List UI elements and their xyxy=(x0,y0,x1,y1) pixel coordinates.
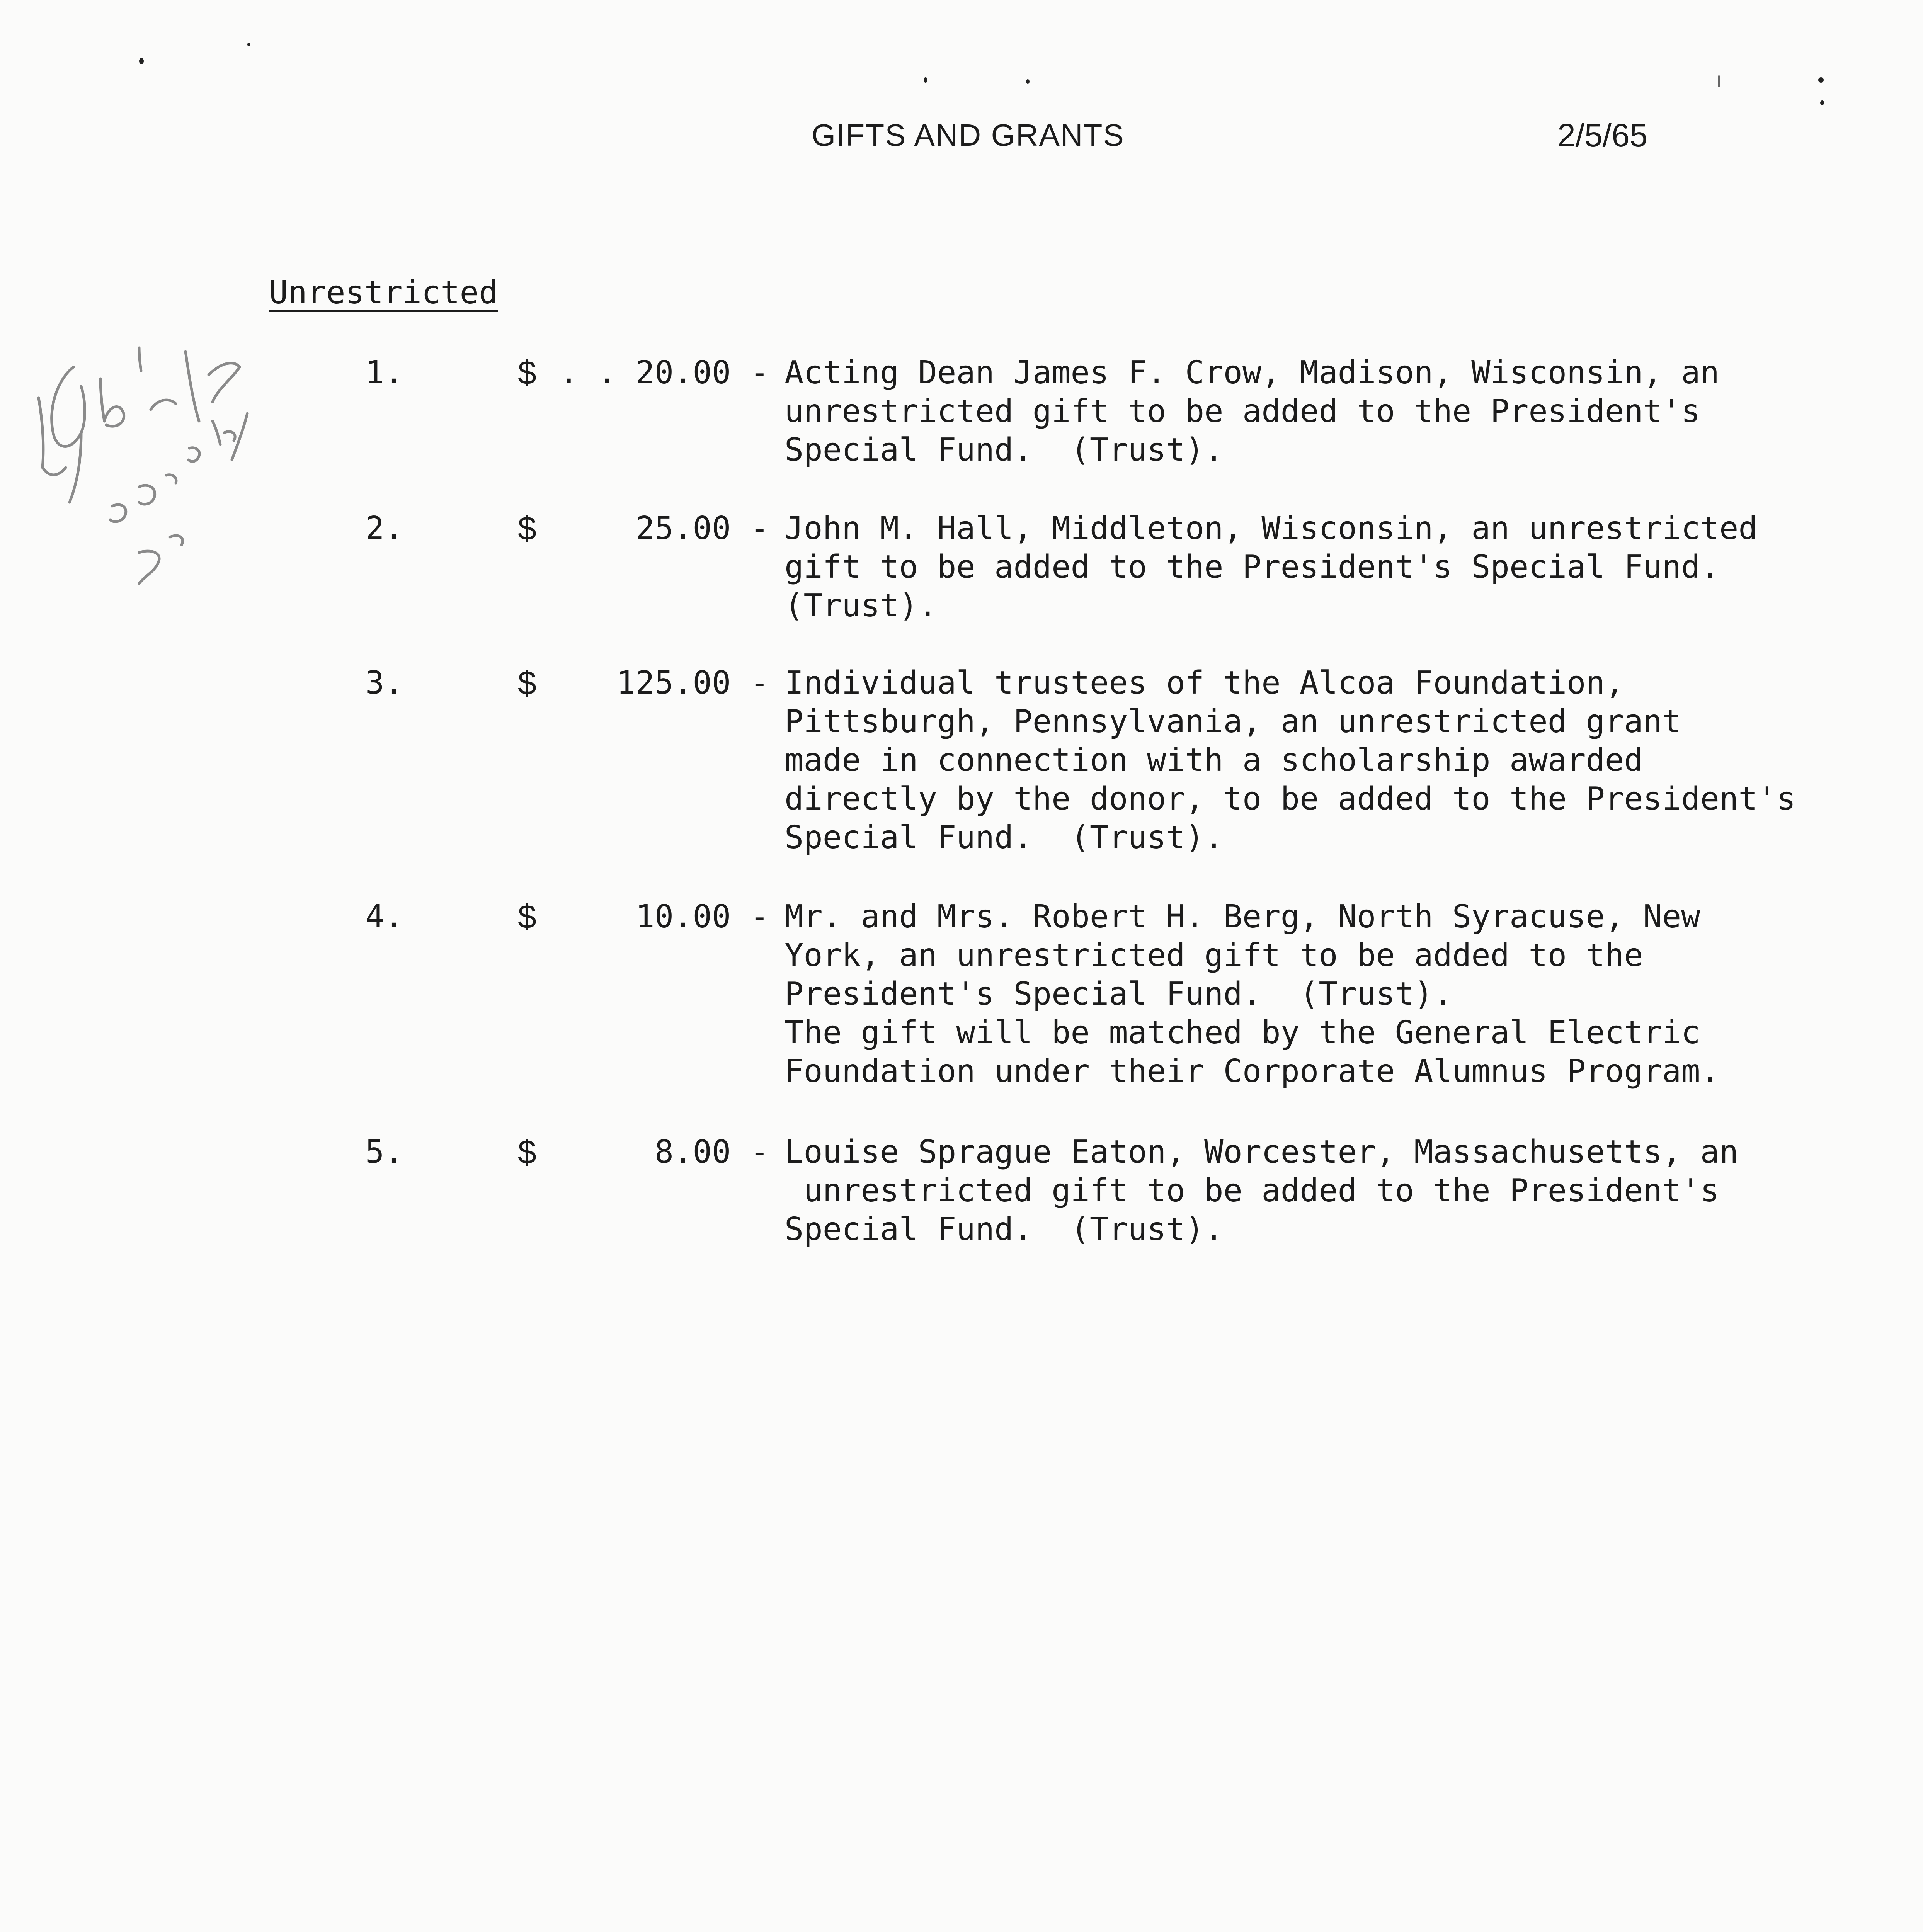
description-line: unrestricted gift to be added to the President's xyxy=(785,393,1700,430)
entry-amount: 125.00 - xyxy=(616,665,769,701)
description-line: Foundation under their Corporate Alumnus Program. xyxy=(785,1053,1720,1090)
entry-description xyxy=(785,509,1828,625)
scan-speck xyxy=(247,43,250,46)
gift-entry xyxy=(0,898,1923,1099)
gift-entry xyxy=(0,1133,1923,1257)
description-line: Pittsburgh, Pennsylvania, an unrestricted grant xyxy=(785,703,1681,740)
scan-speck xyxy=(1026,79,1030,84)
section-heading: Unrestricted xyxy=(269,274,498,311)
entry-description xyxy=(785,1133,1828,1249)
entry-amount: 8.00 - xyxy=(654,1134,769,1170)
description-line: The gift will be matched by the General Electric xyxy=(785,1014,1700,1051)
description-line: made in connection with a scholarship awarded xyxy=(785,742,1643,779)
scan-speck xyxy=(1820,100,1824,105)
document-date: 2/5/65 xyxy=(1557,117,1648,153)
entry-description xyxy=(785,898,1828,1091)
handwritten-annotation xyxy=(23,321,294,614)
scan-speck xyxy=(924,77,927,83)
currency-symbol: $ xyxy=(518,510,536,547)
entry-number: 5. xyxy=(365,1134,403,1170)
description-line: gift to be added to the President's Special Fund. xyxy=(785,549,1720,585)
entry-number: 2. xyxy=(365,510,403,547)
description-line: Mr. and Mrs. Robert H. Berg, North Syracuse, New xyxy=(785,898,1700,935)
currency-symbol: $ xyxy=(518,354,536,391)
entry-number: 3. xyxy=(365,665,403,701)
description-line: directly by the donor, to be added to the President's xyxy=(785,781,1796,817)
currency-symbol: $ xyxy=(518,665,536,702)
scan-speck xyxy=(1718,75,1720,87)
entry-amount: 10.00 - xyxy=(635,898,769,935)
description-line: Special Fund. (Trust). xyxy=(785,432,1224,468)
description-line: Special Fund. (Trust). xyxy=(785,819,1224,856)
scan-speck xyxy=(1818,77,1824,83)
scan-speck xyxy=(139,58,144,64)
description-line: Acting Dean James F. Crow, Madison, Wisconsin, an xyxy=(785,354,1720,391)
entry-number: 1. xyxy=(365,354,403,391)
description-line: Individual trustees of the Alcoa Foundation, xyxy=(785,665,1624,701)
currency-symbol: $ xyxy=(518,1134,536,1171)
entry-amount: 25.00 - xyxy=(635,510,769,547)
description-line: Special Fund. (Trust). xyxy=(785,1211,1224,1248)
description-line: unrestricted gift to be added to the President's xyxy=(785,1172,1720,1209)
currency-symbol: $ xyxy=(518,898,536,935)
document-title: GIFTS AND GRANTS xyxy=(812,118,1125,152)
description-line: (Trust). xyxy=(785,587,937,624)
description-line: John M. Hall, Middleton, Wisconsin, an unrestricted xyxy=(785,510,1758,547)
entry-description xyxy=(785,664,1828,857)
entry-description xyxy=(785,354,1828,469)
entry-number: 4. xyxy=(365,898,403,935)
description-line: York, an unrestricted gift to be added to the xyxy=(785,937,1643,974)
description-line: Louise Sprague Eaton, Worcester, Massachusetts, an xyxy=(785,1134,1739,1170)
gift-entry xyxy=(0,664,1923,865)
entry-amount: . . 20.00 - xyxy=(559,354,769,391)
description-line: President's Special Fund. (Trust). xyxy=(785,976,1452,1012)
